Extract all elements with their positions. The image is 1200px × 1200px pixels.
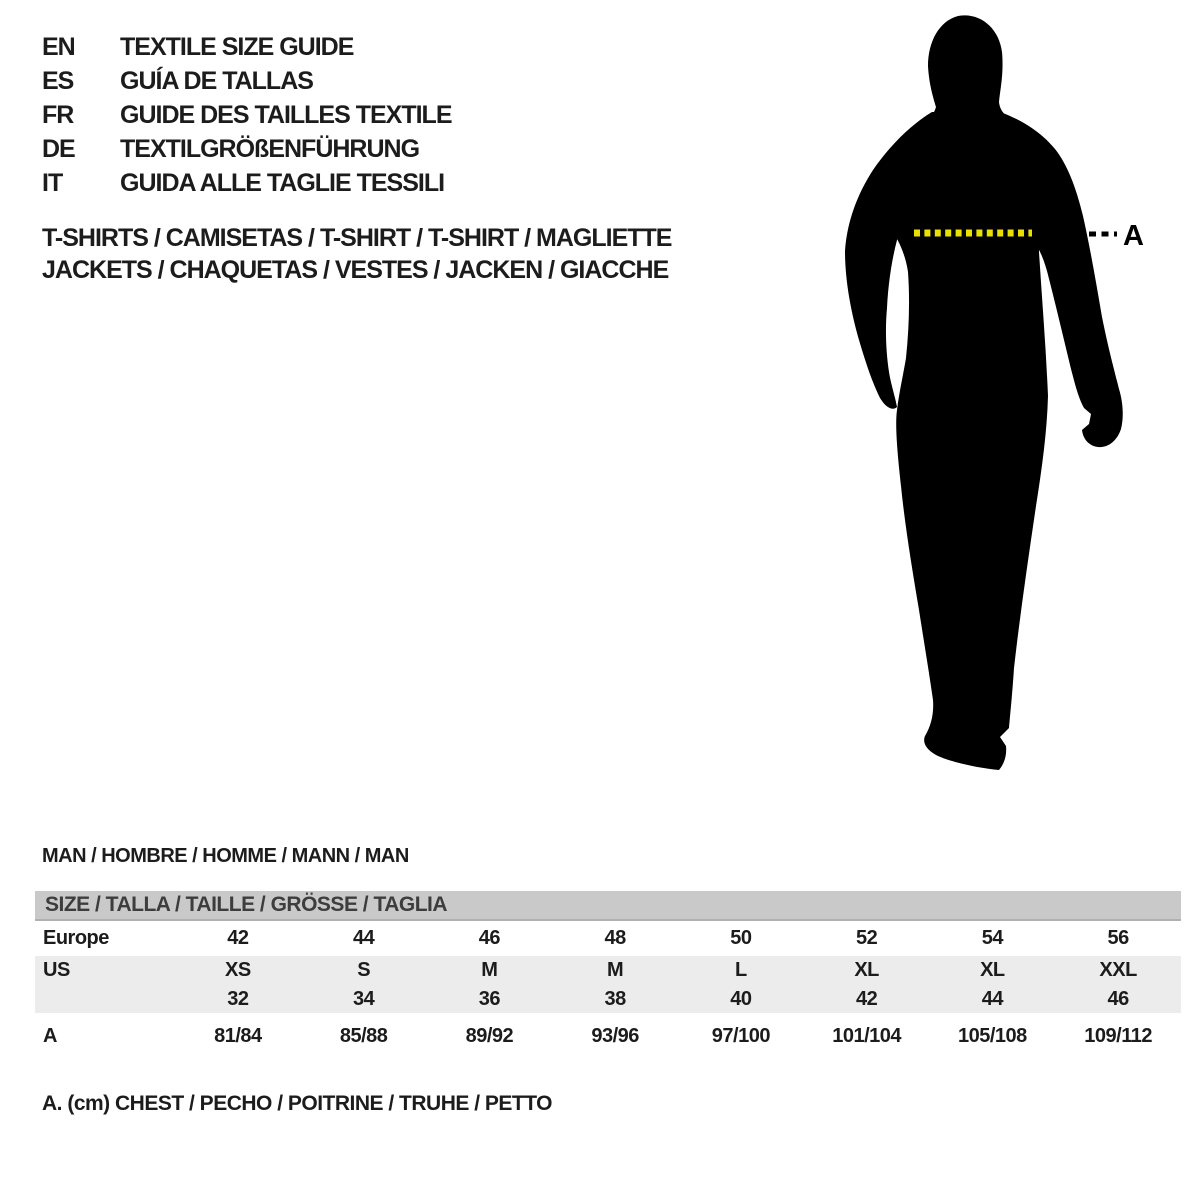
size-table-header-label: SIZE / TALLA / TAILLE / GRÖSSE / TAGLIA — [45, 893, 448, 916]
numeric-size: 32 — [227, 987, 249, 1010]
numeric-size: 40 — [730, 987, 752, 1010]
chest-cm-range: 81/84 — [214, 1024, 262, 1047]
category-jackets: JACKETS / CHAQUETAS / VESTES / JACKEN / GIACCHE — [42, 256, 669, 284]
chest-cm-range: 89/92 — [465, 1024, 514, 1047]
man-silhouette-figure — [820, 0, 1160, 800]
category-tshirts: T-SHIRTS / CAMISETAS / T-SHIRT / T-SHIRT / MAGLIETTE — [42, 224, 672, 252]
row-label: US — [43, 959, 70, 981]
section-heading-man: MAN / HOMBRE / HOMME / MANN / MAN — [42, 845, 409, 867]
chest-cm-range: 105/108 — [957, 1024, 1027, 1047]
language-code: EN — [42, 32, 75, 61]
guide-title-fr: GUIDE DES TAILLES TEXTILE — [120, 100, 452, 129]
measurement-footnote: A. (cm) CHEST / PECHO / POITRINE / TRUHE / PETTO — [42, 1092, 553, 1115]
measure-label-a: A — [1123, 220, 1144, 252]
numeric-size: 34 — [353, 987, 375, 1010]
europe-size: 56 — [1107, 927, 1129, 949]
chest-cm-range: 85/88 — [339, 1024, 388, 1047]
numeric-size: 42 — [856, 987, 878, 1010]
us-size: XS — [225, 959, 251, 981]
numeric-size: 44 — [981, 987, 1003, 1010]
language-row-es — [42, 64, 452, 98]
language-row-it — [42, 166, 452, 200]
us-size: XL — [980, 959, 1005, 981]
language-code: DE — [42, 134, 75, 163]
garment-categories — [42, 222, 671, 286]
europe-size: 46 — [478, 927, 500, 949]
language-code: ES — [42, 66, 74, 95]
chest-cm-range: 109/112 — [1084, 1024, 1152, 1047]
language-code: IT — [42, 168, 63, 197]
row-label: Europe — [43, 927, 109, 949]
europe-size: 48 — [604, 927, 626, 949]
language-row-en — [42, 30, 452, 64]
numeric-size: 46 — [1107, 987, 1129, 1010]
language-list — [42, 30, 452, 200]
us-size: S — [357, 959, 371, 981]
europe-size: 44 — [353, 927, 375, 949]
size-table — [35, 891, 1181, 1055]
us-size: M — [481, 959, 498, 981]
table-row-chest-cm — [35, 1017, 1181, 1055]
europe-size: 52 — [856, 927, 878, 949]
guide-title-de: TEXTILGRÖßENFÜHRUNG — [120, 134, 420, 163]
chest-cm-range: 101/104 — [832, 1024, 902, 1047]
europe-size: 50 — [730, 927, 752, 949]
chest-cm-range: 93/96 — [591, 1024, 639, 1047]
table-row-europe — [35, 921, 1181, 956]
language-row-fr — [42, 98, 452, 132]
numeric-size: 36 — [478, 987, 500, 1010]
us-size: XL — [854, 959, 879, 981]
language-code: FR — [42, 100, 74, 129]
table-row-numeric — [35, 985, 1181, 1013]
europe-size: 42 — [227, 927, 249, 949]
size-table-header — [35, 891, 1181, 921]
chest-cm-range: 97/100 — [711, 1024, 770, 1047]
guide-title-es: GUÍA DE TALLAS — [120, 66, 313, 95]
guide-title-it: GUIDA ALLE TAGLIE TESSILI — [120, 168, 445, 197]
us-size: L — [735, 959, 747, 981]
europe-size: 54 — [981, 927, 1003, 949]
guide-title-en: TEXTILE SIZE GUIDE — [120, 32, 354, 61]
us-size: M — [607, 959, 624, 981]
table-row-us — [35, 956, 1181, 985]
numeric-size: 38 — [604, 987, 626, 1010]
language-row-de — [42, 132, 452, 166]
us-size: XXL — [1099, 959, 1137, 981]
row-label: A — [43, 1024, 57, 1047]
